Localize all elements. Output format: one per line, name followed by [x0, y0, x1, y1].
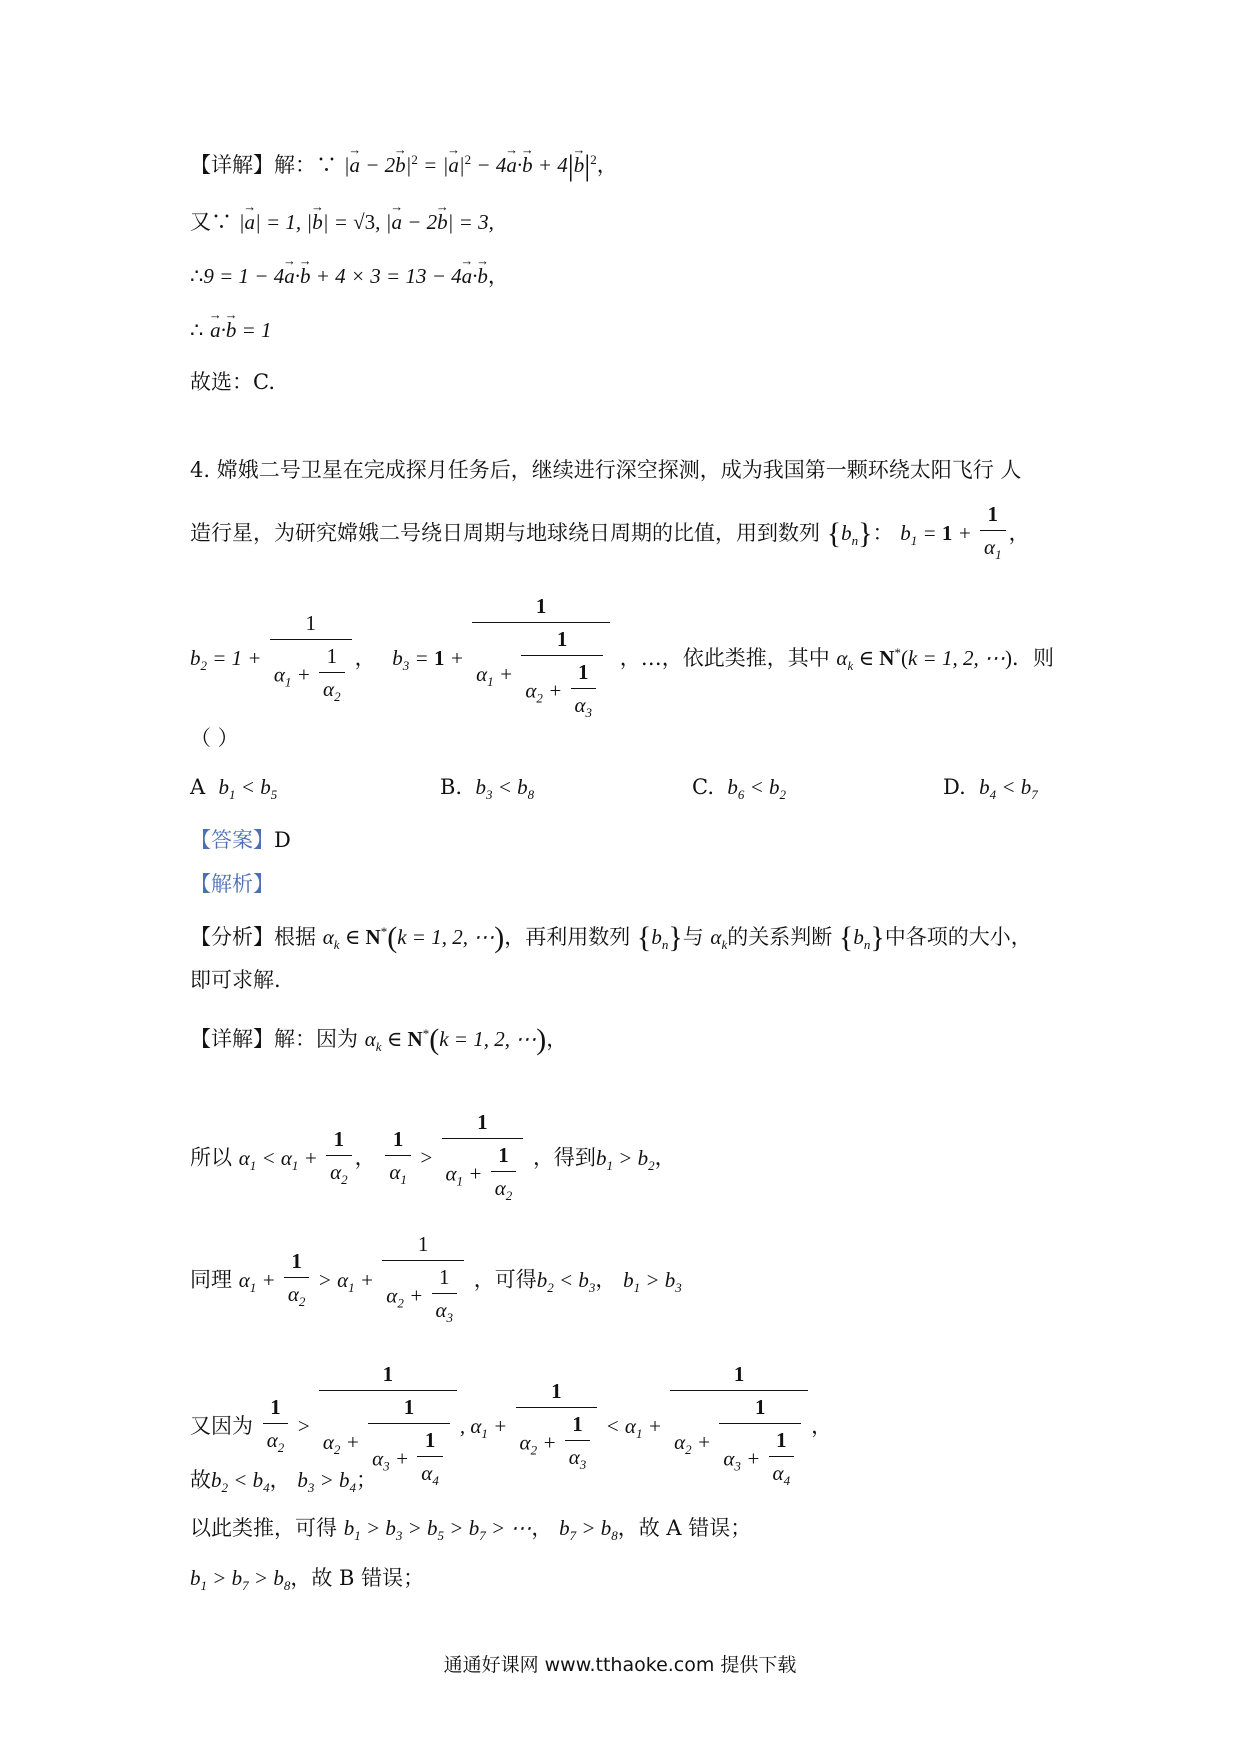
- detail-line-10: 以此类推，可得 $b_1 > b_3 > b_5 > b_7$ > ⋯， $b_7 > b_8$，故 A 错误；: [190, 1516, 752, 1543]
- analysis-label-text: 【解析】: [190, 872, 274, 896]
- question-paren: （ ）: [190, 726, 239, 750]
- detail-line-9: 故$b_2 < b_4$， $b_3 > b_4$；: [190, 1468, 378, 1495]
- a-wrong-text: ，故 A 错误；: [617, 1516, 752, 1540]
- detail-line-3: ∴9 = 1 − 4→ a·→ b + 4 × 3 = 13 − 4→ a·→ b，: [190, 262, 509, 290]
- analysis-line-2: 即可求解.: [190, 968, 281, 992]
- analysis-text-3: 与: [682, 925, 704, 949]
- question-4-line-2: 造行星，为研究嫦娥二号绕日周期与地球绕日周期的比值，用到数列 $\{b_n\}$： $b_1 = 1$ + $\frac{1}{\alpha_1}$ ，: [190, 500, 1030, 569]
- analysis-line-1: 【分析】根据 $\alpha_k$ ∈ N*(k = 1, 2, ⋯)，再利用数列 $\{b_n\}$与 $\alpha_k$的关系判断 $\{b_n\}$中各项的大小，: [190, 921, 1032, 954]
- detail-intro: 解：: [274, 153, 316, 177]
- answer-row: [190, 826, 291, 854]
- get-text: ，得到: [532, 1145, 596, 1170]
- analysis-text-2: ，再利用数列: [504, 925, 631, 949]
- option-d: D. $b_4 < b_7$: [943, 775, 1038, 802]
- question-4-line-1: [190, 456, 1021, 484]
- option-d-label: D.: [943, 775, 966, 799]
- analysis-prefix: 【分析】: [190, 925, 274, 949]
- question-text-3: ，…，依此类推，其中: [619, 646, 830, 670]
- option-b-label: B.: [440, 775, 463, 799]
- question-text-3-end: ．则: [1011, 646, 1054, 670]
- detail-line-11: $b_1 > b_7 > b_8$，故 B 错误；: [190, 1566, 425, 1593]
- answer-line: 故选：C.: [190, 370, 275, 394]
- analogy-text: 以此类推，可得: [190, 1516, 337, 1540]
- page-footer: 通通好课网 www.tthaoke.com 提供下载: [443, 1654, 797, 1676]
- same-text: 同理: [190, 1267, 232, 1292]
- detail-line-4: ∴ → a·→ b = 1: [190, 316, 271, 344]
- b-wrong-text: ，故 B 错误；: [290, 1566, 425, 1590]
- thus-text: 故: [190, 1468, 211, 1492]
- option-b: B. $b_3 < b_8$: [440, 775, 535, 802]
- analysis-text-1: 根据: [274, 925, 316, 949]
- answer-label: 【答案】: [190, 828, 274, 852]
- question-number: 4.: [190, 458, 211, 482]
- analysis-text-5: 中各项的大小，: [884, 925, 1032, 949]
- detail-label-2: 【详解】: [190, 1027, 274, 1051]
- question-text-2: 造行星，为研究嫦娥二号绕日周期与地球绕日周期的比值，用到数列: [190, 521, 820, 545]
- detail-line-5: 【详解】解：因为 $\alpha_k$ ∈ N*(k = 1, 2, ⋯)，: [190, 1023, 568, 1056]
- analysis-text-4: 的关系判断: [727, 925, 833, 949]
- detail-line-6: 所以 $\alpha_1 < \alpha_1$ + $\frac{1}{\alpha_2}$ ， $\frac{1}{\alpha_1}$ > 1 $\alpha_1$ + $\frac{1}{\alpha_2}$ ，得到$b_1 > b_2$，: [190, 1108, 676, 1210]
- detail-text: 解：因为: [274, 1027, 358, 1051]
- question-4-line-3: $b_2 = 1$ + 1 $\alpha_1$ + $\frac{1}{\alpha_2}$ ， $b_3 = 1$ + 1 $\alpha_1$ + 1 $\alpha_2$ + $\frac{1}{\alpha_3}$ ，…，依此类推，其中 $\alpha_k$ ∈ N*(k = 1, 2, ⋯)．则: [190, 592, 1054, 727]
- detail-label: 【详解】: [190, 153, 274, 177]
- option-a: A $b_1 < b_5$: [190, 775, 278, 802]
- given-prefix: 又: [190, 210, 211, 234]
- option-c-label: C.: [692, 775, 714, 799]
- detail-line-7: 同理 $\alpha_1$ + $\frac{1}{\alpha_2}$ > $\alpha_1$ + 1 $\alpha_2$ + $\frac{1}{\alpha_3}$ ，可得$b_2 < b_3$， $b_1 > b_3$: [190, 1230, 682, 1332]
- also-text: 又因为: [190, 1414, 253, 1438]
- analysis-label: [190, 870, 274, 898]
- question-text-1: 嫦娥二号卫星在完成探月任务后，继续进行深空探测，成为我国第一颗环绕太阳飞行 人: [216, 458, 1022, 482]
- detail-line-8: 又因为 $\frac{1}{\alpha_2}$ > 1 $\alpha_2$ + 1 $\alpha_3$ + $\frac{1}{\alpha_4}$ , $\alpha_1$ + 1 $\alpha_2$ + $\frac{1}{\alpha_3}$ < $\alpha_1$ + 1 $\alpha_2$ + 1 $\alpha_3$ + $\frac{1}{\alpha_4}$ ，: [190, 1360, 832, 1495]
- option-c: C. $b_6 < b_2$: [692, 775, 787, 802]
- detail-line-2: 又∵ |→ a| = 1, |→ b| = √3, |→ a − 2→ b| = 3,: [190, 208, 494, 236]
- answer-value: D: [274, 828, 291, 852]
- detail-line-1: 【详解】解：∵ |→ $a - 2\to b|^2$ = |→ $a|^2 - 4\to a\cdot\to b + 4|\to b|^2$，: [190, 146, 618, 180]
- so-text: 所以: [190, 1145, 232, 1170]
- can-get-text: ，可得: [473, 1267, 537, 1292]
- option-a-label: A: [190, 775, 206, 799]
